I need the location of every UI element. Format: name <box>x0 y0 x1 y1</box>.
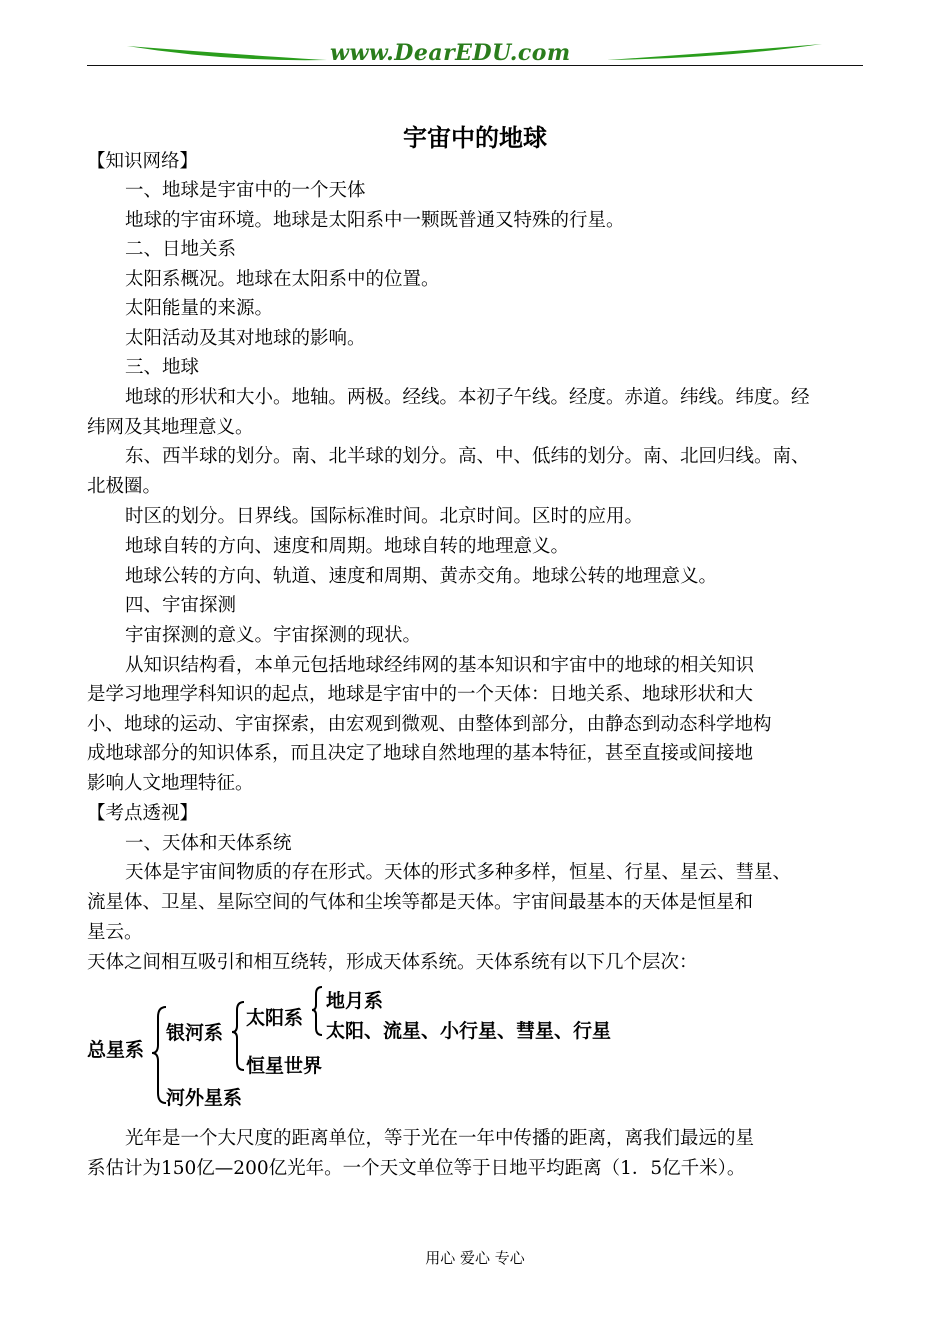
text-line: 从知识结构看，本单元包括地球经纬网的基本知识和宇宙中的地球的相关知识 <box>125 655 755 676</box>
page-footer: 用心 爱心 专心 <box>425 1249 525 1267</box>
text-line: 宇宙探测的意义。宇宙探测的现状。 <box>125 625 422 646</box>
text-line: 三、地球 <box>125 357 200 378</box>
text-line: 成地球部分的知识体系，而且决定了地球自然地理的基本特征，甚至直接或间接地 <box>87 743 754 764</box>
tree-extragalactic: 河外星系 <box>166 1087 243 1109</box>
text-line: 【考点透视】 <box>87 803 199 824</box>
text-line: 太阳能量的来源。 <box>125 298 274 319</box>
tree-solar-members: 太阳、流星、小行星、彗星、行星 <box>326 1020 612 1042</box>
text-line: 北极圈。 <box>87 476 162 497</box>
tree-galaxy: 银河系 <box>166 1022 224 1044</box>
text-line: 【知识网络】 <box>87 151 199 172</box>
text-line: 东、西半球的划分。南、北半球的划分。高、中、低纬的划分。南、北回归线。南、 <box>125 446 810 467</box>
text-line: 一、天体和天体系统 <box>125 833 292 854</box>
text-line: 流星体、卫星、星际空间的气体和尘埃等都是天体。宇宙间最基本的天体是恒星和 <box>87 892 754 913</box>
text-line: 二、日地关系 <box>125 239 237 260</box>
site-logo-text: www.DearEDU.com <box>330 40 571 66</box>
text-line: 影响人文地理特征。 <box>87 773 254 794</box>
text-line: 是学习地理学科知识的起点，地球是宇宙中的一个天体：日地关系、地球形状和大 <box>87 684 754 705</box>
text-line: 太阳活动及其对地球的影响。 <box>125 328 366 349</box>
text-line: 地球的形状和大小。地轴。两极。经线。本初子午线。经度。赤道。纬线。纬度。经 <box>125 387 810 408</box>
text-line: 地球的宇宙环境。地球是太阳系中一颗既普通又特殊的行星。 <box>125 210 625 231</box>
brace-solar <box>310 985 326 1037</box>
tree-earth-moon: 地月系 <box>326 990 384 1012</box>
tree-stellar-world: 恒星世界 <box>246 1055 323 1077</box>
text-line: 光年是一个大尺度的距离单位，等于光在一年中传播的距离，离我们最远的星 <box>125 1128 755 1149</box>
text-line: 地球公转的方向、轨道、速度和周期、黄赤交角。地球公转的地理意义。 <box>125 566 718 587</box>
text-line: 太阳系概况。地球在太阳系中的位置。 <box>125 269 440 290</box>
header-divider <box>87 65 863 66</box>
text-line: 一、地球是宇宙中的一个天体 <box>125 180 366 201</box>
text-line: 星云。 <box>87 922 143 943</box>
page-title: 宇宙中的地球 <box>403 123 547 152</box>
tree-root: 总星系 <box>87 1039 145 1061</box>
text-line: 四、宇宙探测 <box>125 595 237 616</box>
text-line: 地球自转的方向、速度和周期。地球自转的地理意义。 <box>125 536 570 557</box>
text-line: 时区的划分。日界线。国际标准时间。北京时间。区时的应用。 <box>125 506 644 527</box>
text-line: 纬网及其地理意义。 <box>87 417 254 438</box>
text-line: 天体是宇宙间物质的存在形式。天体的形式多种多样，恒星、行星、星云、彗星、 <box>125 862 792 883</box>
text-line: 系估计为150亿—200亿光年。一个天文单位等于日地平均距离（1．5亿千米）。 <box>87 1158 746 1179</box>
text-line: 小、地球的运动、宇宙探索，由宏观到微观、由整体到部分，由静态到动态科学地构 <box>87 714 772 735</box>
tree-solar-system: 太阳系 <box>246 1007 304 1029</box>
text-line: 天体之间相互吸引和相互绕转，形成天体系统。天体系统有以下几个层次： <box>87 952 698 973</box>
